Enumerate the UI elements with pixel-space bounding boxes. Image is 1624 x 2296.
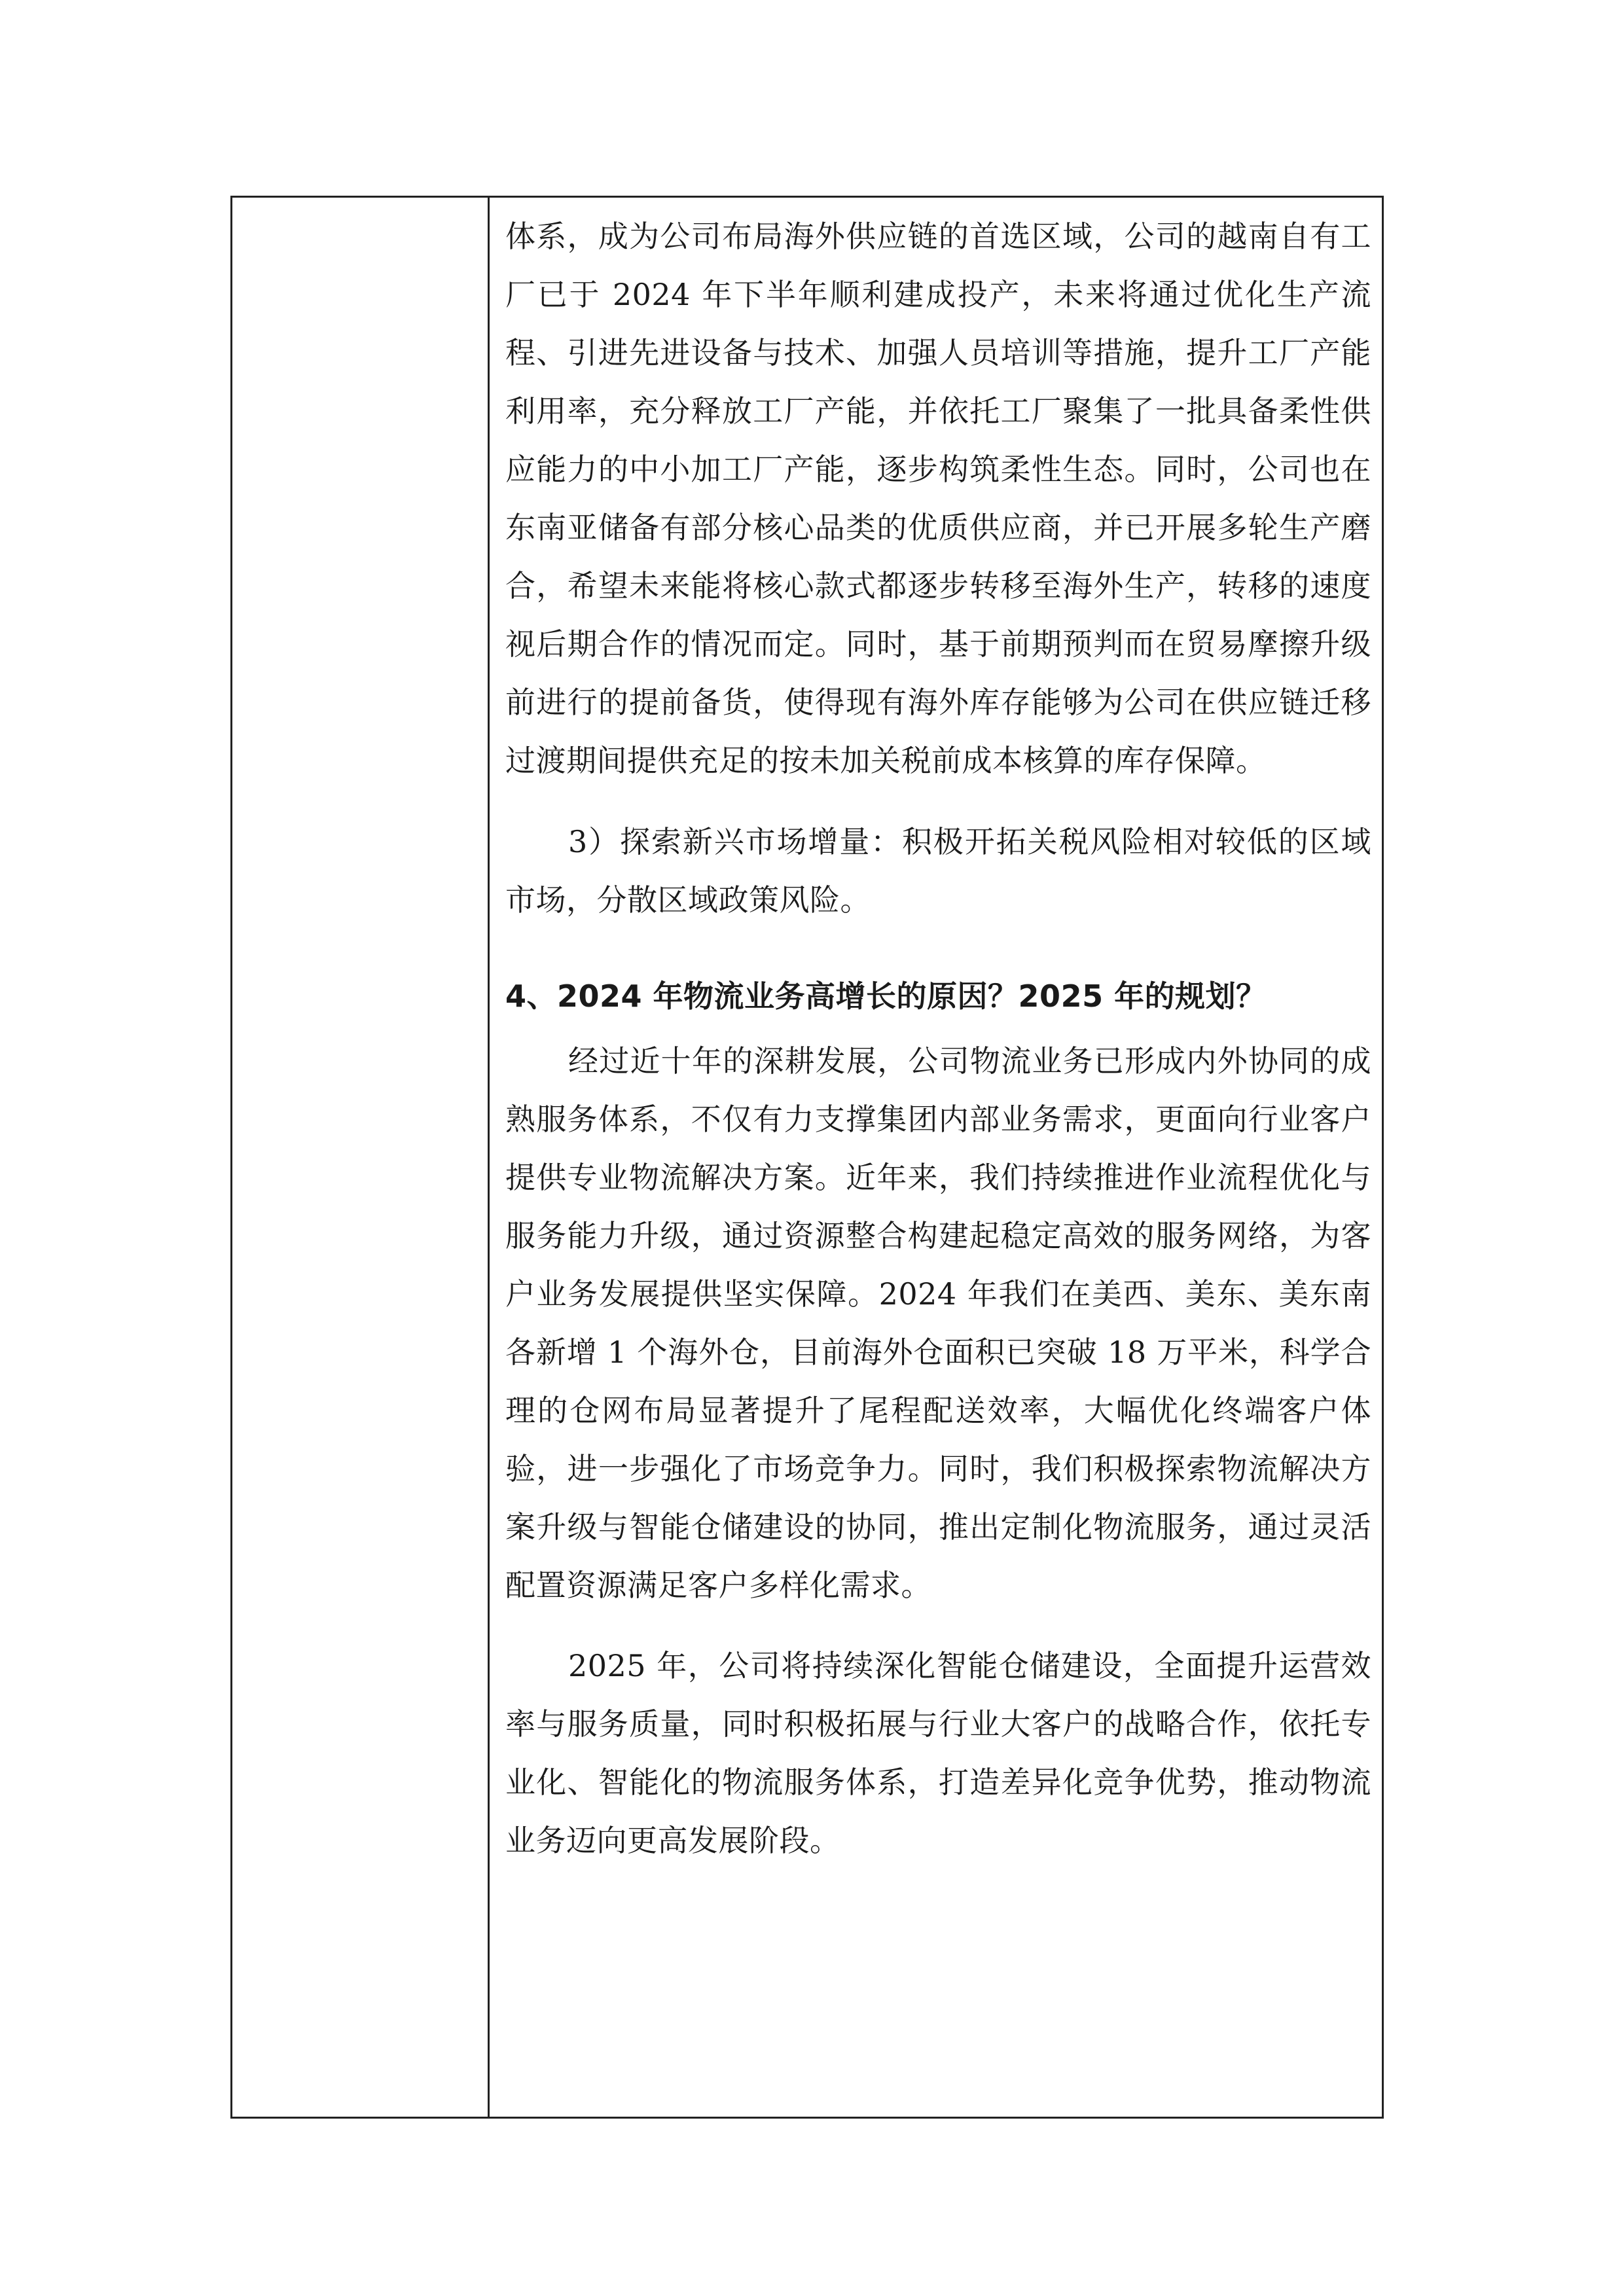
paragraph-emerging-markets: 3）探索新兴市场增量：积极开拓关税风险相对较低的区域市场，分散区域政策风险。 [505,824,1371,918]
question-heading-logistics: 4、2024 年物流业务高增长的原因？2025 年的规划？ [505,978,1267,1014]
paragraph-supply-chain: 体系，成为公司布局海外供应链的首选区域，公司的越南自有工厂已于 2024 年下半年顺利建成投产，未来将通过优化生产流程、引进先进设备与技术、加强人员培训等措施，提升工厂产能利用率，充分释放工厂产能，并依托工厂聚集了一批具备柔性供应能力的中小加工厂产能，逐步构筑柔性生态。同时，公司也在东南亚储备有部分核心品类的优质供应商，并已开展多轮生产磨合，希望未来能将核心款式都逐步转移至海外生产，转移的速度视后期合作的情况而定。同时，基于前期预判而在贸易摩擦升级前进行的提前备货，使得现有海外库存能够为公司在供应链迁移过渡期间提供充足的按未加关税前成本核算的库存保障。 [505,219,1371,778]
table-left-cell [232,198,490,2117]
table-right-cell [490,198,1382,2117]
paragraph-2025-plan: 2025 年，公司将持续深化智能仓储建设，全面提升运营效率与服务质量，同时积极拓展与行业大客户的战略合作，依托专业化、智能化的物流服务体系，打造差异化竞争优势，推动物流业务迈向更高发展阶段。 [505,1648,1371,1858]
paragraph-logistics-growth: 经过近十年的深耕发展，公司物流业务已形成内外协同的成熟服务体系，不仅有力支撑集团内部业务需求，更面向行业客户提供专业物流解决方案。近年来，我们持续推进作业流程优化与服务能力升级，通过资源整合构建起稳定高效的服务网络，为客户业务发展提供坚实保障。2024 年我们在美西、美东、美东南各新增 1 个海外仓，目前海外仓面积已突破 18 万平米，科学合理的仓网布局显著提升了尾程配送效率，大幅优化终端客户体验，进一步强化了市场竞争力。同时，我们积极探索物流解决方案升级与智能仓储建设的协同，推出定制化物流服务，通过灵活配置资源满足客户多样化需求。 [505,1043,1371,1603]
content-table [230,196,1384,2119]
